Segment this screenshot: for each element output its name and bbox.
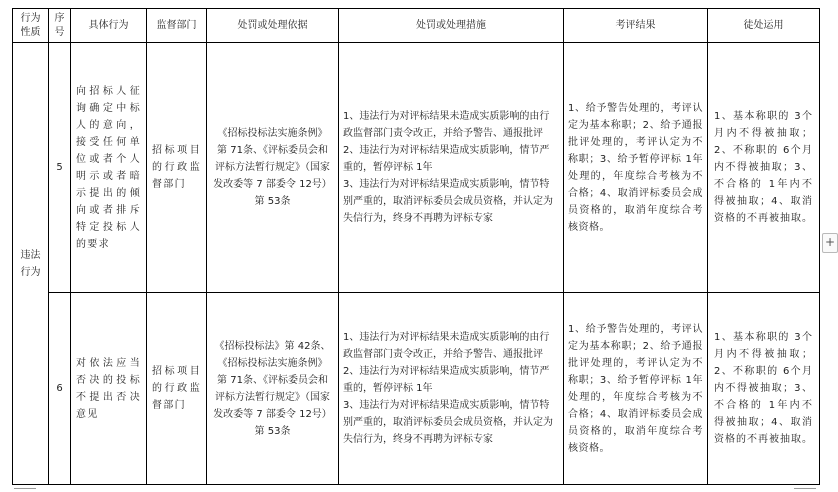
- seq-cell: 6: [49, 293, 71, 485]
- behavior-cell: [71, 43, 147, 293]
- header-evaluation: 考评结果: [564, 9, 708, 43]
- page-corner-mark-right: [794, 488, 816, 489]
- header-basis: 处罚或处理依据: [207, 9, 339, 43]
- nature-value: 违法行为: [20, 249, 41, 278]
- header-application: 徒处运用: [708, 9, 820, 43]
- basis-text: 《招标投标法》第 42条、《招标投标法实施条例》第 71条、《评标委员会和评标方法暂行规定》（国家发改委等 7 部委令 12号）第 53条: [213, 340, 332, 437]
- basis-cell: [207, 43, 339, 293]
- measures-text: 1、违法行为对评标结果未造成实质影响的由行政监督部门责令改正，并给予警告、通报批评 2、违法行为对评标结果造成实质影响，情节严重的，暂停评标 1年 3、违法行为对评标结果造成实质影响，情节特别严重的，取消评标委员会成员资格，并认定为失信行为，终身不再聘为评标专家: [343, 332, 553, 445]
- nature-cell: [13, 43, 49, 485]
- penalty-table: [12, 8, 820, 485]
- department-text: 招标项目的行政监督部门: [152, 366, 201, 411]
- measures-cell: [339, 293, 564, 485]
- department-cell: [147, 43, 207, 293]
- evaluation-text: 1、给予警告处理的，考评认定为基本称职；2、给予通报批评处理的，考评认定为不称职；3、给予暂停评标 1年处理的，年度综合考核为不合格；4、取消评标委员会成员资格的，取消年度综合考核资格。: [568, 323, 703, 454]
- department-cell: [147, 293, 207, 485]
- basis-text: 《招标投标法实施条例》第 71条、《评标委员会和评标方法暂行规定》（国家发改委等 7 部委令 12号）第 53条: [213, 128, 332, 207]
- evaluation-cell: [564, 293, 708, 485]
- behavior-text: 向招标人征询确定中标人的意向，接受任何单位或者个人明示或者暗示提出的倾向或者排斥特定投标人的要求: [76, 85, 141, 250]
- behavior-cell: [71, 293, 147, 485]
- header-department: 监督部门: [147, 9, 207, 43]
- measures-text: 1、违法行为对评标结果未造成实质影响的由行政监督部门责令改正，并给予警告、通报批评 2、违法行为对评标结果造成实质影响，情节严重的，暂停评标 1年 3、违法行为对评标结果造成实质影响，情节特别严重的，取消评标委员会成员资格，并认定为失信行为，终身不再聘为评标专家: [343, 111, 553, 224]
- evaluation-cell: [564, 43, 708, 293]
- application-cell: [708, 293, 820, 485]
- department-text: 招标项目的行政监督部门: [152, 145, 201, 190]
- header-seq: 序号: [49, 9, 71, 43]
- application-cell: [708, 43, 820, 293]
- basis-cell: [207, 293, 339, 485]
- expand-button[interactable]: +: [822, 233, 838, 253]
- evaluation-text: 1、给予警告处理的，考评认定为基本称职；2、给予通报批评处理的，考评认定为不称职；3、给予暂停评标 1年处理的，年度综合考核为不合格；4、取消评标委员会成员资格的，取消年度综合考核资格。: [568, 102, 703, 233]
- application-text: 1、基本称职的 3个月内不得被抽取；2、不称职的 6个月内不得被抽取；3、不合格的 1年内不得被抽取；4、取消资格的不再被抽取。: [714, 332, 813, 445]
- behavior-text: 对依法应当否决的投标不提出否决意见: [76, 357, 141, 420]
- table-row: [13, 293, 820, 485]
- seq-cell: 5: [49, 43, 71, 293]
- application-text: 1、基本称职的 3个月内不得被抽取；2、不称职的 6个月内不得被抽取；3、不合格的 1年内不得被抽取；4、取消资格的不再被抽取。: [714, 111, 813, 224]
- header-nature: 行为性质: [13, 9, 49, 43]
- page-corner-mark-left: [14, 488, 36, 489]
- table-row: [13, 43, 820, 293]
- measures-cell: [339, 43, 564, 293]
- header-row: [13, 9, 820, 43]
- header-measures: 处罚或处理措施: [339, 9, 564, 43]
- header-behavior: 具体行为: [71, 9, 147, 43]
